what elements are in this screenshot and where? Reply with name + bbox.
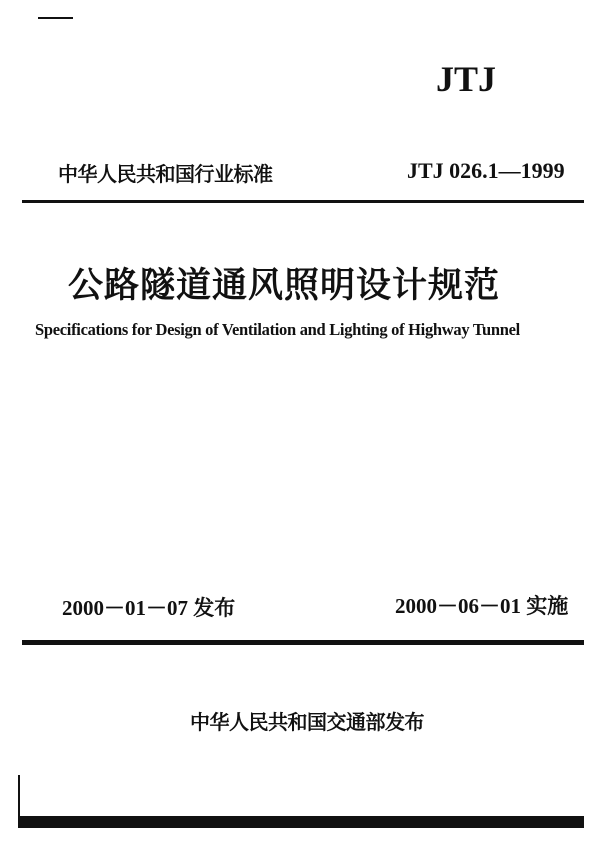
title-cn: 公路隧道通风照明设计规范: [68, 266, 501, 306]
date-divider: [22, 640, 584, 645]
effective-date: 2000－06－01 实施: [395, 594, 569, 618]
header-divider: [22, 200, 584, 203]
standard-category: 中华人民共和国行业标准: [58, 162, 273, 186]
series-code: JTJ: [436, 59, 497, 99]
top-mark-line: [38, 17, 73, 19]
bottom-bar: [18, 816, 584, 828]
title-en: Specifications for Design of Ventilation and Lighting of Highway Tunnel: [35, 320, 520, 339]
publisher: 中华人民共和国交通部发布: [190, 710, 424, 734]
issue-date: 2000－01－07 发布: [62, 596, 236, 620]
standard-number: JTJ 026.1—1999: [407, 158, 565, 183]
left-edge-line: [18, 775, 20, 820]
